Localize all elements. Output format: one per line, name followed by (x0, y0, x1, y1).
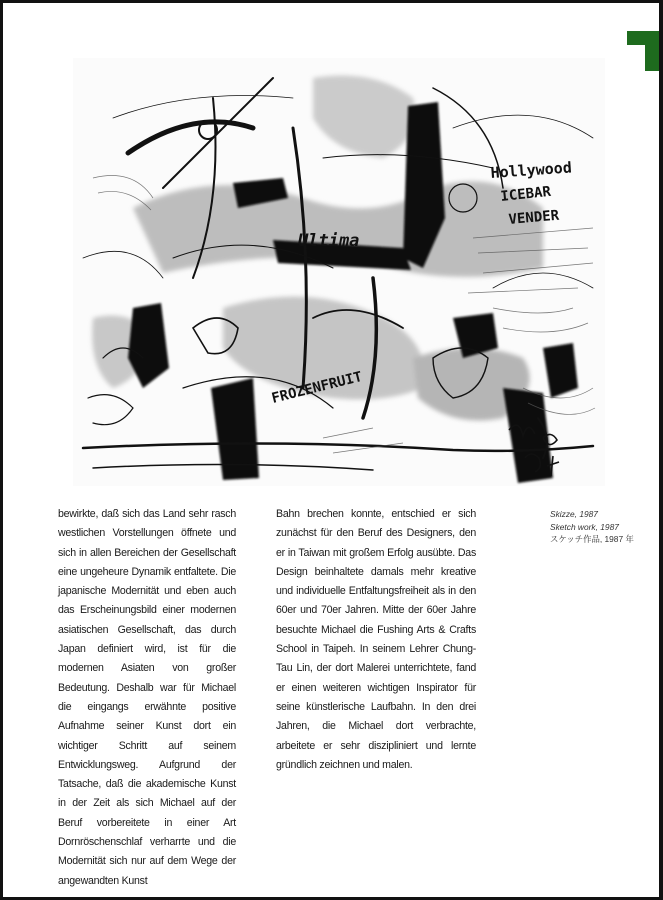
body-text-column-2: Bahn brechen konnte, entschied er sich zunächst für den Beruf des Designers, den er in Taiwan mit großem Erfolg ausübte. Das Design beinhaltete damals mehr kreative und individuelle Entfaltungsfreiheit als in den 60er und 70er Jahren. Mitte der 60er Jahre besuchte Michael die Fushing Arts & Crafts School in Taipeh. In seinem Lehrer Chung-Tau Lin, der dort Malerei unterrichtete, fand er einen weiteren wichtigen Inspirator für seine künstlerische Laufbahn. In den drei Jahren, die Michael dort verbrachte, arbeitete er sehr diszipliniert und lernte gründlich zeichnen und malen. (276, 508, 476, 771)
sketch-text-brand: Ultima (298, 231, 360, 251)
body-text-column-1: bewirkte, daß sich das Land sehr rasch westlichen Vorstellungen öffnete und sich in allen Bereichen der Gesellschaft eine ungeheure Dynamik entfaltete. Die japanische Modernität und eben auch das Erscheinungsbild einer modernen asiatischen Gesellschaft, das durch Japan definiert wird, ist für die modernen Asiaten von großer Bedeutung. Deshalb war für Michael die eingangs erwähnte positive Aufnahme seiner Kunst dort ein wichtiger Schritt auf seinem Entwicklungsweg. Aufgrund der Tatsache, daß die akademische Kunst in der Zeit als sich Michael auf der Beruf vorbereitete in einer Art Dornröschenschlaf verharrte und die Modernität sich nur auf dem Wege der angewandten Kunst (58, 508, 236, 887)
caption-german: Skizze, 1987 (550, 509, 598, 519)
sketch-text-icebar: ICEBAR (499, 183, 552, 205)
figure-caption (550, 508, 655, 546)
sketch-artwork (73, 58, 605, 486)
sketch-text-fruit: FROZENFRUIT (270, 368, 364, 407)
caption-japanese: スケッチ作品, 1987 年 (550, 534, 634, 544)
ink-sketch-drawing (73, 58, 605, 486)
sketch-text-hollywood: Hollywood (490, 158, 573, 182)
green-corner-marker (627, 31, 659, 71)
sketch-text-vender: VENDER (507, 207, 560, 228)
caption-english: Sketch work, 1987 (550, 521, 619, 532)
